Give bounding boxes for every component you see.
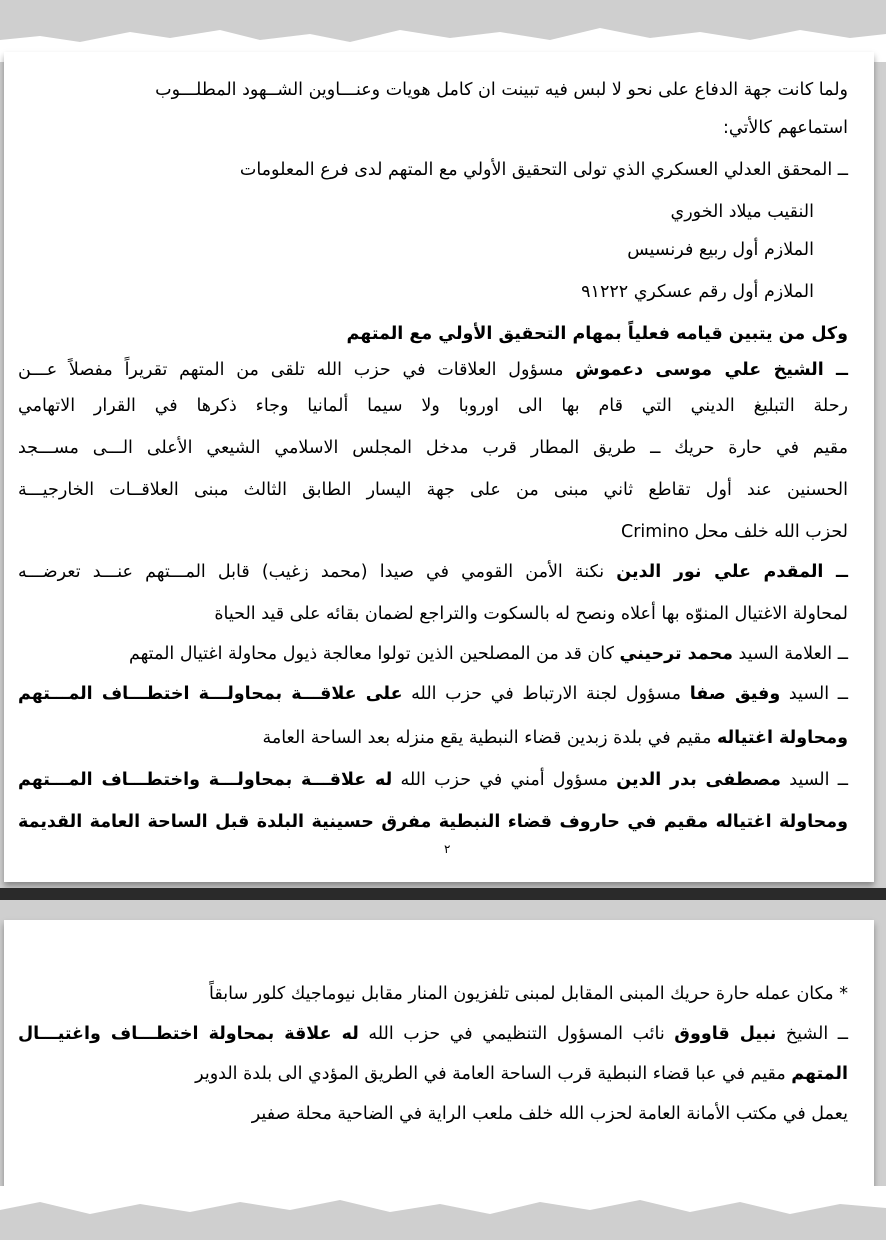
text-line-12: لحزب الله خلف محل Crimino xyxy=(620,522,848,542)
text-line-3: ــ المحقق العدلي العسكري الذي تولى التحقيق الأولي مع المتهم لدى فرع المعلومات xyxy=(239,160,848,180)
text-line-5: الملازم أول ربيع فرنسيس xyxy=(627,240,814,260)
text-line-18: ــ السيد مصطفى بدر الدين مسؤول أمني في حزب الله له علاقـــة بمحاولـــة واختطـــاف المـــتهم xyxy=(18,770,848,790)
text-line-15: ــ العلامة السيد محمد ترحيني كان قد من المصلحين الذين تولوا معالجة ذيول محاولة اغتيال المتهم xyxy=(128,644,848,664)
text-line-19: ومحاولة اغتياله مقيم في حاروف قضاء النبطية مفرق حسينية البلدة قبل الساحة العامة القديمة xyxy=(18,812,848,832)
text-line-22: المتهم مقيم في عبا قضاء النبطية قرب الساحة العامة في الطريق المؤدي الى بلدة الدوير xyxy=(195,1064,848,1084)
text-line-9: رحلة التبليغ الديني التي قام بها الى اوروبا ولا سيما ألمانيا وجاء ذكرها في القرار الاتهامي xyxy=(18,396,848,416)
text-line-14: لمحاولة الاغتيال المنوّه بها أعلاه ونصح له بالسكوت والتراجع لضمان بقائه على قيد الحياة xyxy=(214,604,848,624)
page-number: ٢ xyxy=(444,842,451,856)
text-line-23: يعمل في مكتب الأمانة العامة لحزب الله خلف ملعب الراية في الضاحية محلة صفير xyxy=(251,1104,848,1124)
torn-edge-bottom xyxy=(0,1186,886,1226)
document-page-2 xyxy=(4,920,874,1190)
text-line-10: مقيم في حارة حريك ــ طريق المطار قرب مدخل المجلس الاسلامي الشيعي الأعلى الـــى مســـجد xyxy=(18,438,848,458)
text-line-7: وكل من يتبين قيامه فعلياً بمهام التحقيق الأولي مع المتهم xyxy=(346,324,848,344)
text-line-16: ــ السيد وفيق صفا مسؤول لجنة الارتباط في حزب الله على علاقـــة بمحاولـــة اختطـــاف المـــتهم xyxy=(18,684,848,704)
page-divider xyxy=(0,888,886,900)
document-page-1 xyxy=(4,52,874,882)
text-line-17: ومحاولة اغتياله مقيم في بلدة زبدين قضاء النبطية يقع منزله بعد الساحة العامة xyxy=(262,728,848,748)
text-line-8: ــ الشيخ علي موسى دعموش مسؤول العلاقات في حزب الله تلقى من المتهم تقريراً مفصلاً عـــن xyxy=(18,360,848,380)
text-line-4: النقيب ميلاد الخوري xyxy=(670,202,814,222)
text-line-11: الحسنين عند أول تقاطع ثاني مبنى من على جهة اليسار الطابق الثالث مبنى العلاقــات الخارجيـــة xyxy=(18,480,848,500)
text-line-20: * مكان عمله حارة حريك المبنى المقابل لمبنى تلفزيون المنار مقابل نيوماجيك كلور سابقاً xyxy=(209,984,848,1004)
text-line-6: الملازم أول رقم عسكري ٩١٢٢٢ xyxy=(581,282,814,302)
text-line-13: ــ المقدم علي نور الدين نكنة الأمن القومي في صيدا (محمد زغيب) قابل المـــتهم عنـــد تعرضـــه xyxy=(18,562,848,582)
text-line-2: استماعهم كالأتي: xyxy=(723,118,848,138)
text-line-21: ــ الشيخ نبيل قاووق نائب المسؤول التنظيمي في حزب الله له علاقة بمحاولة اختطـــاف واغتيـــال xyxy=(18,1024,848,1044)
text-line-1: ولما كانت جهة الدفاع على نحو لا لبس فيه تبينت ان كامل هويات وعنـــاوين الشــهود المطلـــوب xyxy=(155,80,848,100)
